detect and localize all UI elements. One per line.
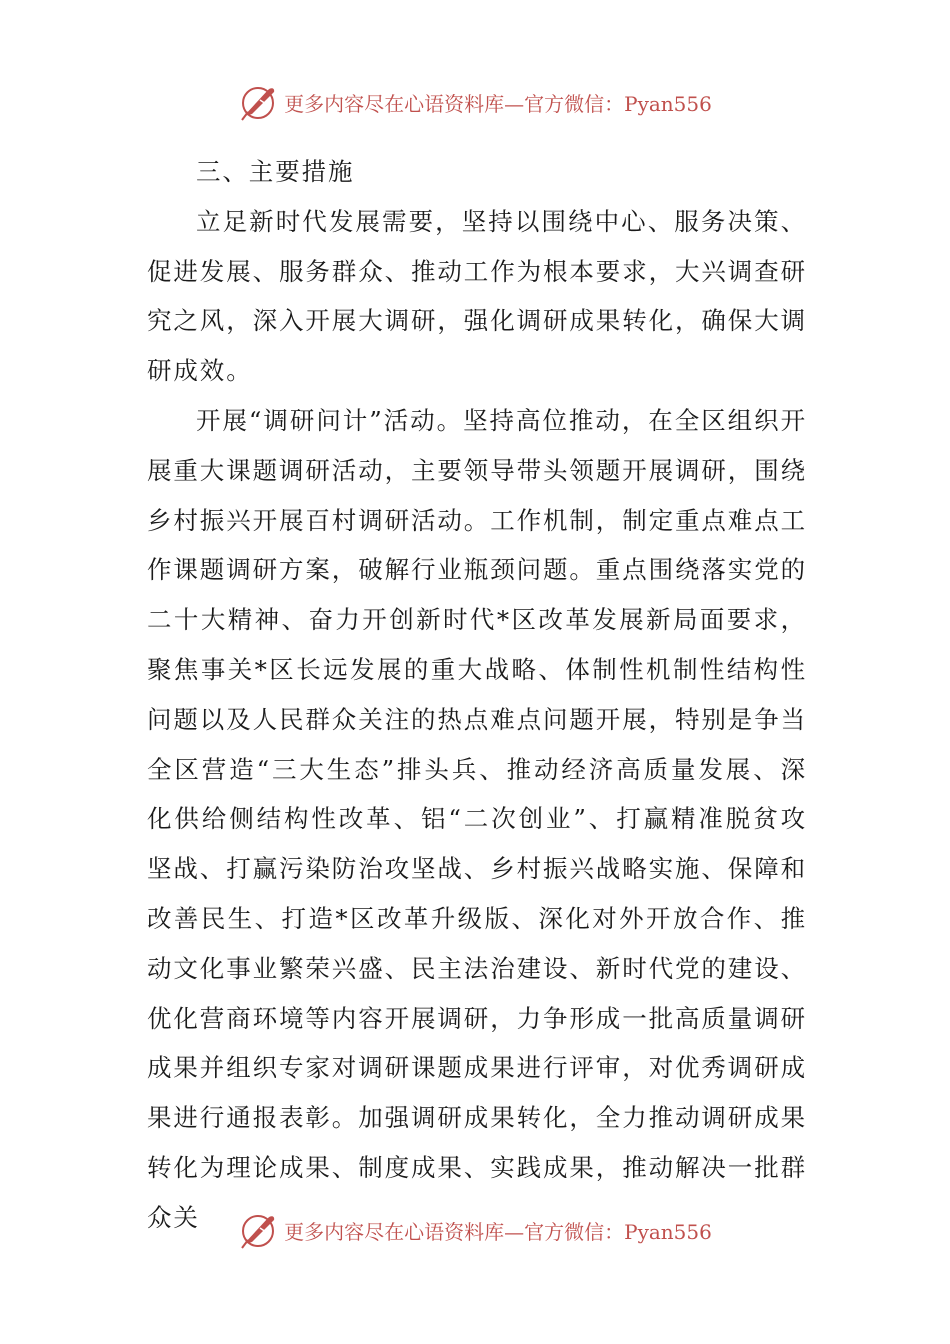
- footer-banner-text: 更多内容尽在心语资料库—官方微信：Pyan556: [284, 1219, 712, 1244]
- header-watermark-banner: [0, 80, 950, 124]
- section-heading: 三、主要措施: [196, 157, 355, 186]
- quill-pen-logo-icon: [238, 82, 278, 122]
- paragraph-2: 开展“调研问计”活动。坚持高位推动，在全区组织开展重大课题调研活动，主要领导带头领题开展调研，围绕乡村振兴开展百村调研活动。工作机制，制定重点难点工作课题调研方案，破解行业瓶颈问题。重点围绕落实党的二十大精神、奋力开创新时代*区改革发展新局面要求，聚焦事关*区长远发展的重大战略、体制性机制性结构性问题以及人民群众关注的热点难点问题开展，特别是争当全区营造“三大生态”排头兵、推动经济高质量发展、深化供给侧结构性改革、铝“二次创业”、打赢精准脱贫攻坚战、打赢污染防治攻坚战、乡村振兴战略实施、保障和改善民生、打造*区改革升级版、深化对外开放合作、推动文化事业繁荣兴盛、民主法治建设、新时代党的建设、优化营商环境等内容开展调研，力争形成一批高质量调研成果并组织专家对调研课题成果进行评审，对优秀调研成果进行通报表彰。加强调研成果转化，全力推动调研成果转化为理论成果、制度成果、实践成果，推动解决一批群众关: [147, 405, 807, 1232]
- quill-pen-logo-icon: [238, 1210, 278, 1250]
- footer-watermark-banner: [0, 1208, 950, 1252]
- header-banner-text: 更多内容尽在心语资料库—官方微信：Pyan556: [284, 91, 712, 116]
- document-body: [147, 147, 807, 1243]
- paragraph-1: 立足新时代发展需要，坚持以围绕中心、服务决策、促进发展、服务群众、推动工作为根本要求，大兴调查研究之风，深入开展大调研，强化调研成果转化，确保大调研成效。: [147, 206, 807, 386]
